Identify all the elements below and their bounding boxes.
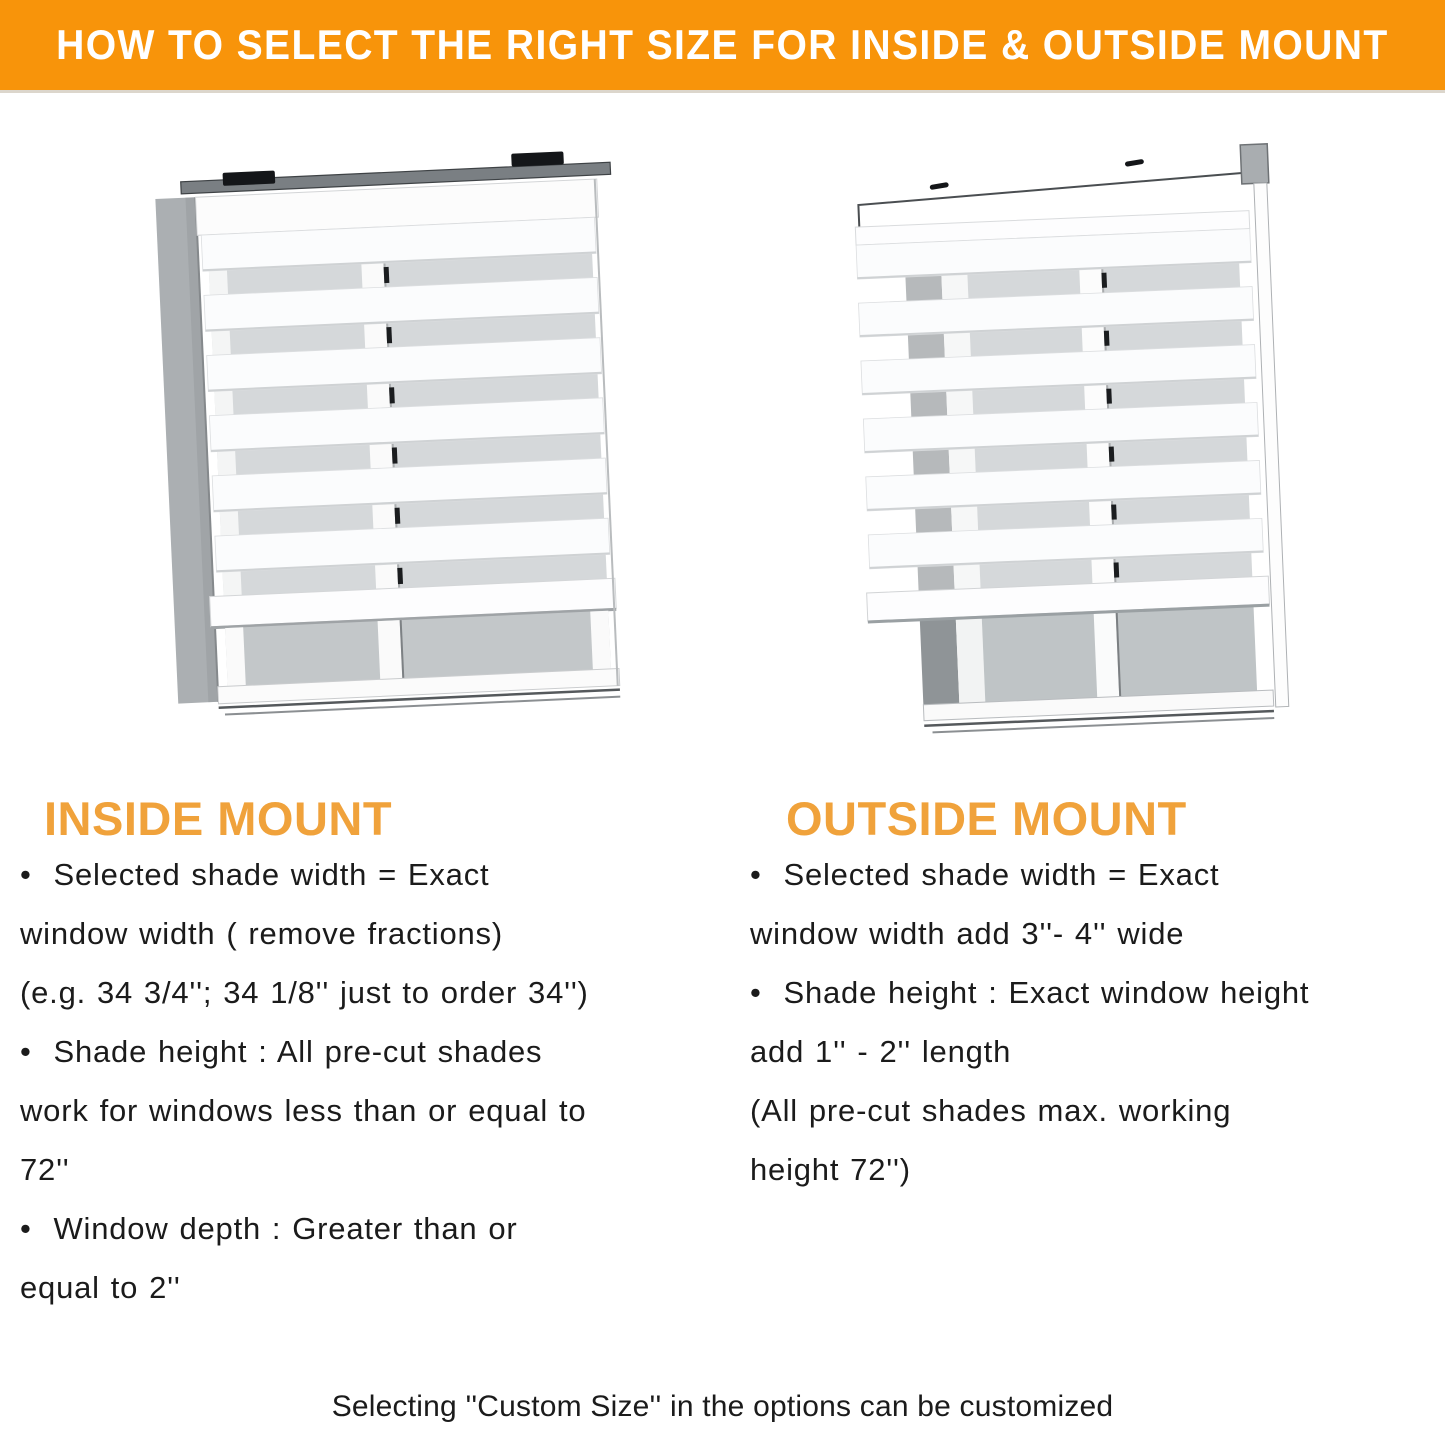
instruction-line: work for windows less than or equal to [20, 1093, 587, 1128]
instruction-line: • Shade height : Exact window height [750, 975, 1310, 1010]
inside-mount-illustration [152, 148, 634, 716]
outside-mount-window-graphic [848, 130, 1310, 742]
header-title: HOW TO SELECT THE RIGHT SIZE FOR INSIDE & OUTSIDE MOUNT [56, 21, 1389, 68]
outside-mount-instructions [750, 845, 1309, 1199]
custom-size-note: Selecting ''Custom Size'' in the options can be customized [331, 1390, 1114, 1423]
instruction-line: height 72'') [750, 1152, 911, 1187]
instruction-line: • Selected shade width = Exact [750, 857, 1220, 892]
inside-mount-window-graphic [152, 148, 634, 716]
inside-mount-instructions [20, 845, 589, 1317]
instruction-line: add 1'' - 2'' length [750, 1034, 1012, 1069]
outside-mount-heading: OUTSIDE MOUNT [786, 792, 1187, 845]
instruction-line: window width add 3''- 4'' wide [750, 916, 1185, 951]
instruction-line: • Window depth : Greater than or [20, 1211, 518, 1246]
instruction-line: equal to 2'' [20, 1270, 181, 1305]
instruction-line: • Shade height : All pre-cut shades [20, 1034, 543, 1069]
outside-mount-illustration [848, 130, 1310, 742]
instruction-line: (All pre-cut shades max. working [750, 1093, 1232, 1128]
instruction-line: window width ( remove fractions) [20, 916, 503, 951]
instruction-line: 72'' [20, 1152, 70, 1187]
instruction-line: (e.g. 34 3/4''; 34 1/8'' just to order 34'') [20, 975, 589, 1010]
inside-mount-heading: INSIDE MOUNT [44, 792, 393, 845]
header-banner [0, 0, 1445, 93]
instruction-line: • Selected shade width = Exact [20, 857, 490, 892]
